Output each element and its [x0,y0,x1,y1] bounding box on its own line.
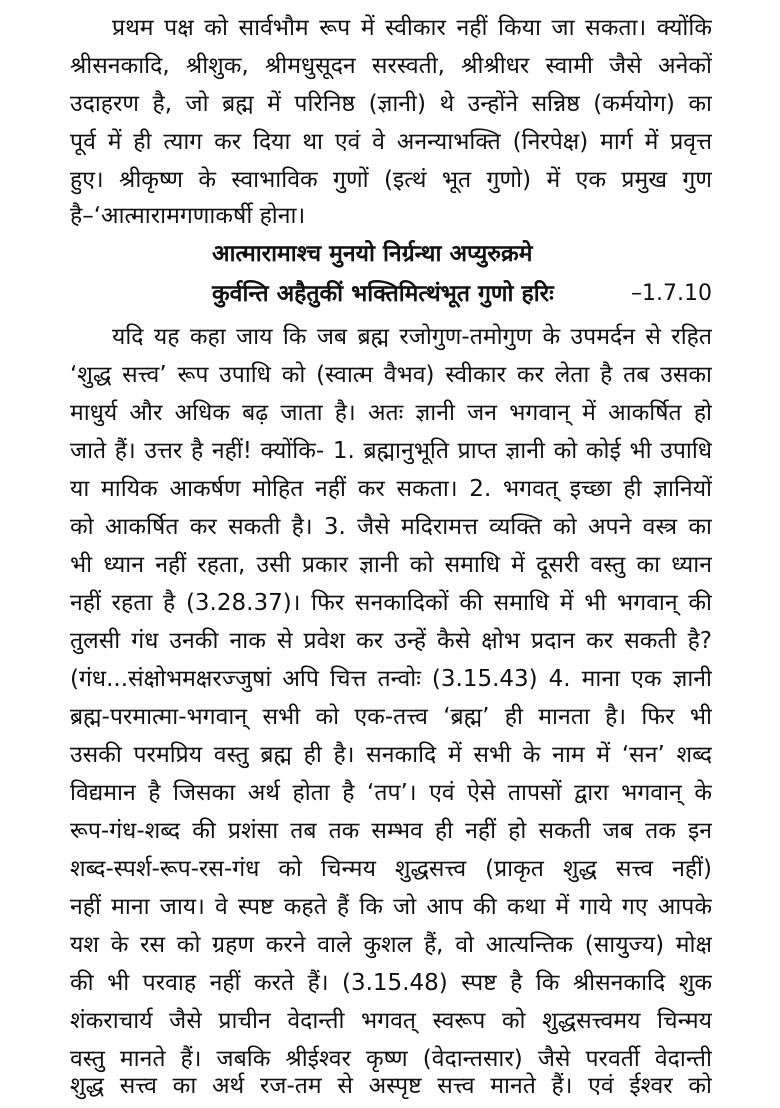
paragraph-2-line-10: (गंध...संक्षोभमक्षरज्जुषां अपि चित्त तन्वोः (3.15.43) 4. माना एक ज्ञानी [70,666,712,692]
verse-line-2: कुर्वन्ति अहैतुकीं भक्तिमित्थंभूत गुणो हरिः [212,281,554,307]
paragraph-1-line-6: है–‘आत्मारामगणाकर्षी होना। [70,203,306,229]
verse-reference: –1.7.10 [631,281,712,306]
paragraph-2-line-18: की भी परवाह नहीं करते हैं। (3.15.48) स्पष्ट है कि श्रीसनकादि शुक [70,970,712,996]
paragraph-2-line-8: नहीं रहता है (3.28.37)। फिर सनकादिकों की समाधि में भी भगवान् की [70,590,712,616]
paragraph-2-line-3: माधुर्य और अधिक बढ़ जाता है। अतः ज्ञानी जन भगवान् में आकर्षित हो [70,400,712,426]
paragraph-2-line-16: नहीं माना जाय। वे स्पष्ट कहते हैं कि जो आप की कथा में गाये गए आपके [70,894,712,920]
paragraph-1-line-5: हुए। श्रीकृष्ण के स्वाभाविक गुणों (इत्थं भूत गुणो) में एक प्रमुख गुण [70,167,712,193]
paragraph-2-line-5: या मायिक आकर्षण मोहित नहीं कर सकता। 2. भगवत् इच्छा ही ज्ञानियों [70,476,712,502]
paragraph-1-line-4: पूर्व में ही त्याग कर दिया था एवं वे अनन्याभक्ति (निरपेक्ष) मार्ग में प्रवृत्त [70,129,712,155]
paragraph-1-line-1: प्रथम पक्ष को सार्वभौम रूप में स्वीकार नहीं किया जा सकता। क्योंकि [112,15,712,41]
paragraph-2-line-14: रूप-गंध-शब्द की प्रशंसा तब तक सम्भव ही नहीं हो सकती जब तक इन [70,818,712,844]
paragraph-2-line-2: ‘शुद्ध सत्त्व’ रूप उपाधि को (स्वात्म वैभव) स्वीकार कर लेता है तब उसका [70,362,712,388]
verse-line-1: आत्मारामाश्च मुनयो निर्ग्रन्था अप्युरुक्रमे [212,241,533,267]
paragraph-2-line-11: ब्रह्म-परमात्मा-भगवान् सभी को एक-तत्त्व ‘ब्रह्म’ ही मानता है। फिर भी [70,704,712,730]
paragraph-2-line-20: वस्तु मानते हैं। जबकि श्रीईश्वर कृष्ण (वेदान्तसार) जैसे परवर्ती वेदान्ती [70,1046,712,1072]
paragraph-2-line-19: शंकराचार्य जैसे प्राचीन वेदान्ती भगवत् स्वरूप को शुद्धसत्त्वमय चिन्मय [70,1008,712,1034]
paragraph-2-line-21: शुद्ध सत्त्व का अर्थ रज-तम से अस्पृष्ट सत्त्व मानते हैं। एवं ईश्वर को [70,1073,712,1099]
paragraph-2-line-9: तुलसी गंध उनकी नाक से प्रवेश कर उन्हें कैसे क्षोभ प्रदान कर सकती है? [70,628,712,654]
paragraph-2-line-15: शब्द-स्पर्श-रूप-रस-गंध को चिन्मय शुद्धसत्त्व (प्राकृत शुद्ध सत्त्व नहीं) [70,856,712,882]
paragraph-2-line-17: यश के रस को ग्रहण करने वाले कुशल हैं, वो आत्यन्तिक (सायुज्य) मोक्ष [70,932,712,958]
paragraph-2-line-6: को आकर्षित कर सकती है। 3. जैसे मदिरामत्त व्यक्ति को अपने वस्त्र का [70,514,712,540]
paragraph-2-line-7: भी ध्यान नहीं रहता, उसी प्रकार ज्ञानी को समाधि में दूसरी वस्तु का ध्यान [70,552,712,578]
paragraph-2-line-4: जाते हैं। उत्तर है नहीं! क्योंकि- 1. ब्रह्मानुभूति प्राप्त ज्ञानी को कोई भी उपाधि [70,438,712,464]
paragraph-2-line-1: यदि यह कहा जाय कि जब ब्रह्म रजोगुण-तमोगुण के उपमर्दन से रहित [112,324,712,350]
paragraph-1-line-2: श्रीसनकादि, श्रीशुक, श्रीमधुसूदन सरस्वती, श्रीश्रीधर स्वामी जैसे अनेकों [70,53,712,79]
paragraph-2-line-12: उसकी परमप्रिय वस्तु ब्रह्म ही है। सनकादि में सभी के नाम में ‘सन’ शब्द [70,742,712,768]
paragraph-1-line-3: उदाहरण है, जो ब्रह्म में परिनिष्ठ (ज्ञानी) थे उन्होंने सन्निष्ठ (कर्मयोग) का [70,91,712,117]
paragraph-2-line-13: विद्यमान है जिसका अर्थ होता है ‘तप’। एवं ऐसे तापसों द्वारा भगवान् के [70,780,712,806]
